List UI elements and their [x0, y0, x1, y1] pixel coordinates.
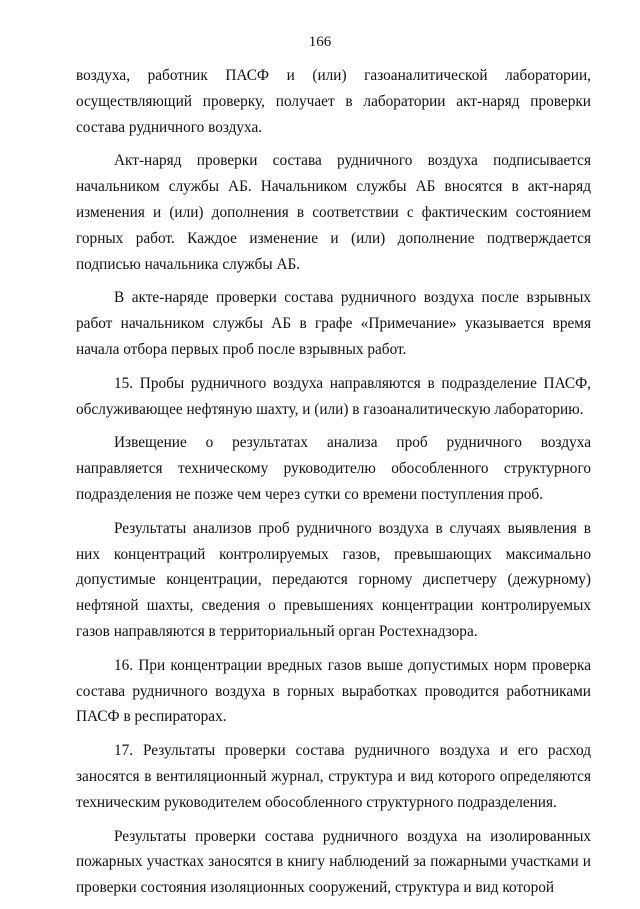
document-body: [76, 63, 591, 909]
paragraph-act-signing: Акт-наряд проверки состава рудничного воздуха подписывается начальником службы АБ. Начальником службы АБ вносятся в акт-наряд изменения и (или) дополнения в соответствии с фактическим состоянием горных работ. Каждое изменение и (или) дополнение подтверждается подписью начальника службы АБ.: [76, 152, 591, 273]
paragraph-item-16: 16. При концентрации вредных газов выше допустимых норм проверка состава рудничного воздуха в горных выработках проводится работниками ПАСФ в респираторах.: [76, 656, 591, 726]
paragraph-analysis-results: Результаты анализов проб рудничного воздуха в случаях выявления в них концентраций контролируемых газов, превышающих максимально допустимые концентрации, передаются горному диспетчеру (дежурному) нефтяной шахты, сведения о превышениях концентрации контролируемых газов направляются в территориальный орган Ростехнадзора.: [76, 519, 591, 640]
paragraph-blasting-note: В акте-наряде проверки состава рудничного воздуха после взрывных работ начальником службы АБ в графе «Примечание» указывается время начала отбора первых проб после взрывных работ.: [76, 289, 591, 358]
paragraph-isolated-areas: Результаты проверки состава рудничного воздуха на изолированных пожарных участках заносятся в книгу наблюдений за пожарными участками и проверки состояния изоляционных сооружений, структура и вид которой: [76, 827, 591, 897]
paragraph-item-17: 17. Результаты проверки состава рудничного воздуха и его расход заносятся в вентиляционный журнал, структура и вид которого определяются техническим руководителем обособленного структурного подразделения.: [76, 742, 591, 811]
paragraph-item-15: 15. Пробы рудничного воздуха направляются в подразделение ПАСФ, обслуживающее нефтяную шахту, и (или) в газоаналитическую лабораторию.: [76, 374, 591, 418]
page-number: 166: [308, 34, 332, 50]
paragraph-analysis-notice: Извещение о результатах анализа проб рудничного воздуха направляется техническому руководителю обособленного структурного подразделения не позже чем через сутки со времени поступления проб.: [76, 434, 591, 503]
paragraph-continued: воздуха, работник ПАСФ и (или) газоаналитической лаборатории, осуществляющий проверку, получает в лаборатории акт-наряд проверки состава рудничного воздуха.: [76, 67, 591, 136]
